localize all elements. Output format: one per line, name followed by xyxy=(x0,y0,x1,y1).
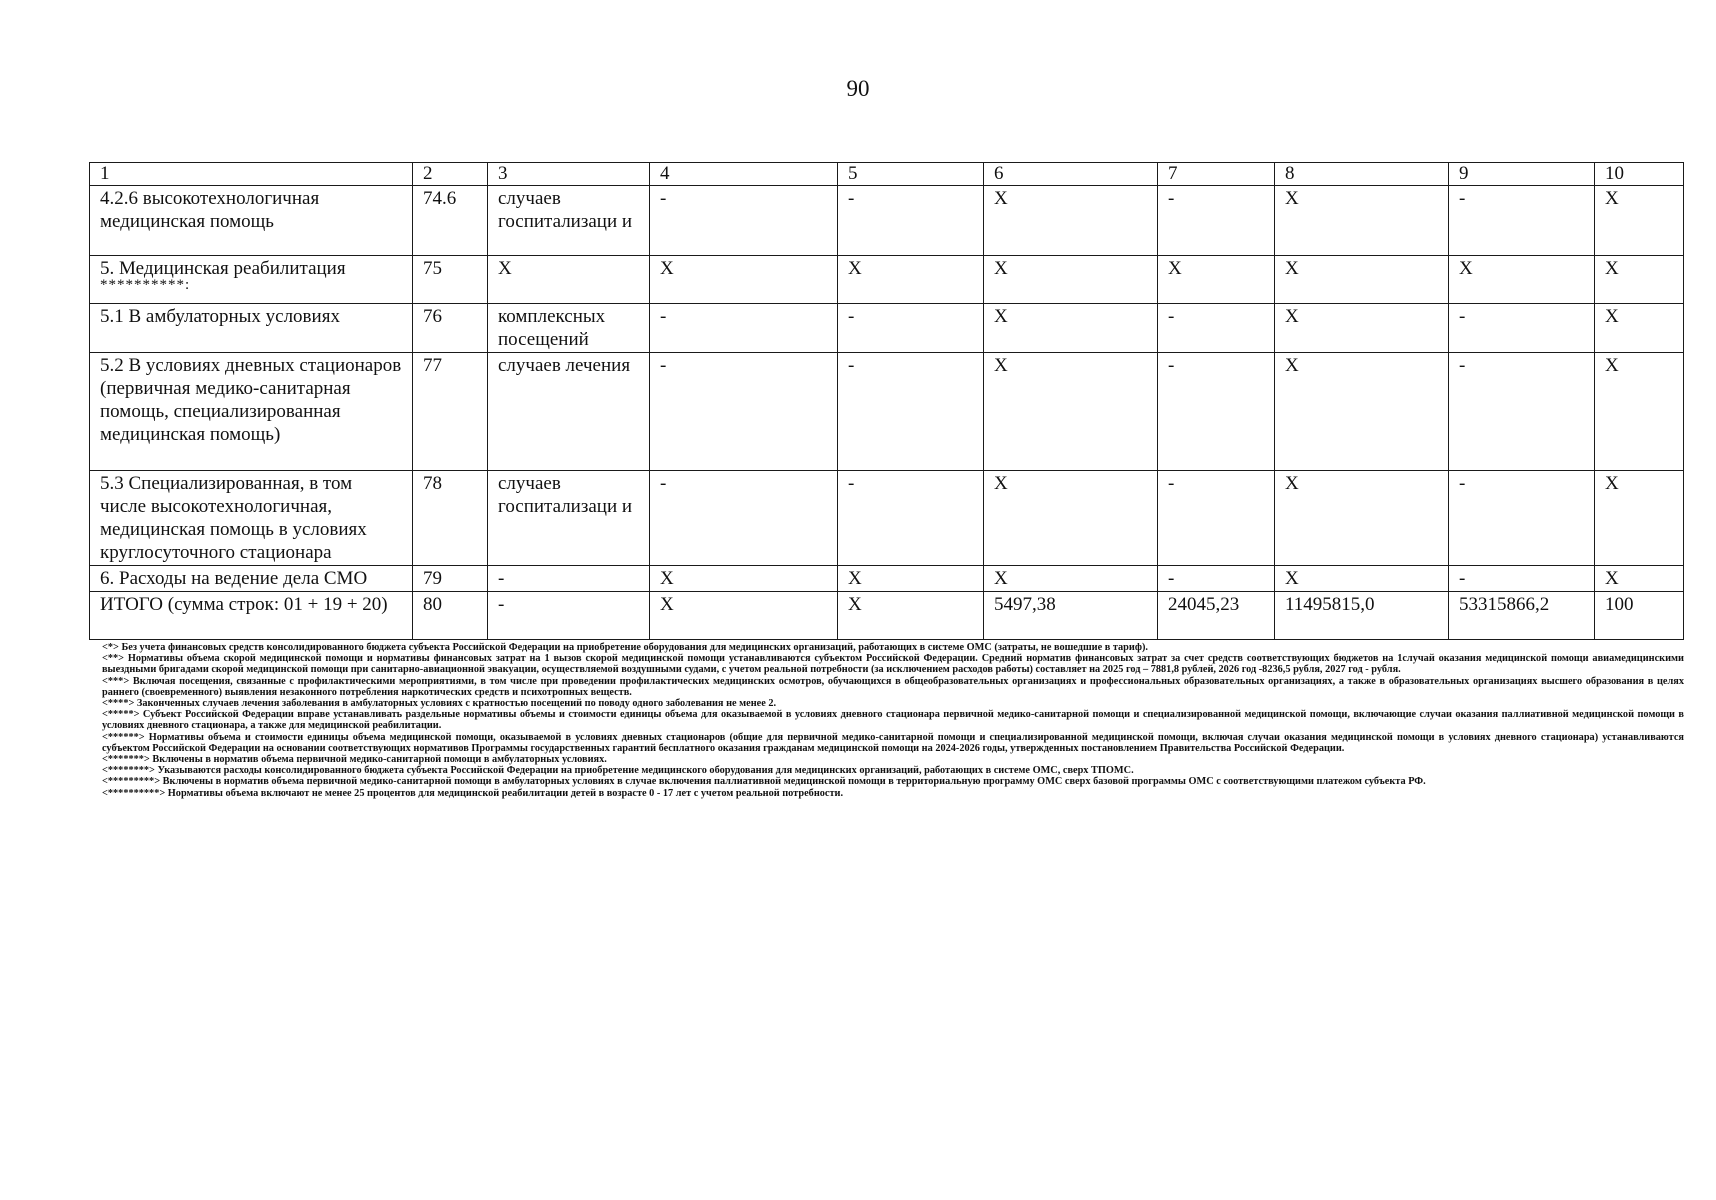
footnote: <**********> Нормативы объема включают не менее 25 процентов для медицинской реабилитации детей в возрасте 0 - 17 лет с учетом реальной потребности. xyxy=(102,787,844,799)
table-cell: X xyxy=(1595,186,1684,256)
table-cell: - xyxy=(1158,566,1275,592)
table-row xyxy=(90,566,1684,592)
table-cell: X xyxy=(1449,256,1595,304)
header-cell: 8 xyxy=(1275,163,1449,186)
table-cell: X xyxy=(1275,471,1449,566)
table-cell: X xyxy=(984,186,1158,256)
table-cell: X xyxy=(1275,566,1449,592)
table-cell: случаев госпитализаци и xyxy=(488,471,650,566)
row-name-suffix: **********: xyxy=(100,277,191,293)
table-cell: - xyxy=(650,353,838,471)
table-cell: X xyxy=(838,256,984,304)
table-row xyxy=(90,256,1684,304)
table-cell: X xyxy=(650,592,838,640)
table-cell: X xyxy=(1595,304,1684,353)
table-cell: X xyxy=(1275,304,1449,353)
table-cell: случаев госпитализаци и xyxy=(488,186,650,256)
table-cell: X xyxy=(650,566,838,592)
table-cell: - xyxy=(838,304,984,353)
table-cell: X xyxy=(984,471,1158,566)
page-number: 90 xyxy=(846,76,870,101)
row-name: 5.3 Специализированная, в том числе высокотехнологичная, медицинская помощь в условиях круглосуточного стационара xyxy=(90,471,413,566)
table-cell: 77 xyxy=(413,353,488,471)
row-name: 4.2.6 высокотехнологичная медицинская помощь xyxy=(90,186,413,256)
header-cell: 3 xyxy=(488,163,650,186)
table-cell: X xyxy=(984,353,1158,471)
header-cell: 4 xyxy=(650,163,838,186)
table-row xyxy=(90,471,1684,566)
table-row xyxy=(90,353,1684,471)
normative-table xyxy=(89,162,1684,640)
footnote: <*********> Включены в норматив объема первичной медико-санитарной помощи в амбулаторных условиях в случае включения паллиативной медицинской помощи в территориальную программу ОМС сверх базовой программы ОМС с соответствующими платежом субъекта РФ. xyxy=(102,776,1426,788)
table-cell: X xyxy=(984,304,1158,353)
footnote: <***> Включая посещения, связанные с профилактическими мероприятиями, в том числе при проведении профилактических медицинских осмотров, обучающихся в общеобразовательных организациях и профессиональных образовательных организациях, а также в образовательных организациях высшего образования в целях раннего (своевременного) выявления незаконного потребления наркотических средств и психотропных веществ. xyxy=(102,675,1684,698)
table-cell: - xyxy=(838,471,984,566)
table-cell: X xyxy=(984,256,1158,304)
table-cell: X xyxy=(984,566,1158,592)
table-cell: - xyxy=(1449,471,1595,566)
table-cell: 78 xyxy=(413,471,488,566)
table-cell: - xyxy=(1158,353,1275,471)
footnote: <**> Нормативы объема скорой медицинской помощи и нормативы финансовых затрат на 1 вызов скорой медицинской помощи устанавливаются субъектом Российской Федерации. Средний норматив финансовых затрат за счет средств соответствующих бюджетов на 1случай оказания медицинской помощи авиамедицинскими выездными бригадами скорой медицинской помощи при санитарно-авиационной эвакуации, осуществляемой воздушными судами, с учетом реальной потребности (за исключением расходов работы) составляет на 2025 год – 7881,8 рублей, 2026 год -8236,5 рубля, 2027 год - рубля. xyxy=(102,653,1684,676)
table-cell: 100 xyxy=(1595,592,1684,640)
footnote: <********> Указываются расходы консолидированного бюджета субъекта Российской Федерации на приобретение медицинского оборудования для медицинских организаций, работающих в системе ОМС, сверх ТПОМС. xyxy=(102,765,1134,777)
footnote: <*> Без учета финансовых средств консолидированного бюджета субъекта Российской Федерации на приобретение оборудования для медицинских организаций, работающих в системе ОМС (затраты, не вошедшие в тариф). xyxy=(102,642,1148,653)
table-cell: X xyxy=(1595,256,1684,304)
row-name: 6. Расходы на ведение дела СМО xyxy=(90,566,413,592)
table-cell: X xyxy=(650,256,838,304)
table-cell: - xyxy=(1449,566,1595,592)
table-cell: X xyxy=(1275,353,1449,471)
table-cell: X xyxy=(1275,256,1449,304)
table-cell: - xyxy=(1449,353,1595,471)
row-name: 5.2 В условиях дневных стационаров (первичная медико-санитарная помощь, специализированная медицинская помощь) xyxy=(90,353,413,471)
table-row-total xyxy=(90,592,1684,640)
header-cell: 6 xyxy=(984,163,1158,186)
row-name: 5. Медицинская реабилитация xyxy=(100,258,346,279)
table-cell: случаев лечения xyxy=(488,353,650,471)
table-cell: 11495815,0 xyxy=(1275,592,1449,640)
table-cell: - xyxy=(838,186,984,256)
header-cell: 5 xyxy=(838,163,984,186)
table-cell: - xyxy=(650,304,838,353)
table-cell: - xyxy=(650,186,838,256)
header-cell: 10 xyxy=(1595,163,1684,186)
table-cell: 76 xyxy=(413,304,488,353)
header-cell: 2 xyxy=(413,163,488,186)
table-cell: - xyxy=(650,471,838,566)
table-cell: - xyxy=(1449,304,1595,353)
table-cell: 79 xyxy=(413,566,488,592)
header-cell: 1 xyxy=(90,163,413,186)
table-cell: X xyxy=(838,592,984,640)
footnote: <******> Нормативы объема и стоимости единицы объема медицинской помощи, оказываемой в условиях дневных стационаров (общие для первичной медико-санитарной помощи и специализированной медицинской помощи, включая случаи оказания медицинской помощи в условиях дневного стационара) устанавливаются субъектом Российской Федерации на основании соответствующих нормативов Программы государственных гарантий бесплатного оказания гражданам медицинской помощи на 2024-2026 годы, утвержденных постановлением Правительства Российской Федерации. xyxy=(102,731,1684,754)
table-cell: - xyxy=(1158,304,1275,353)
table-row xyxy=(90,186,1684,256)
row-name-cell xyxy=(90,256,413,304)
table-cell: 74.6 xyxy=(413,186,488,256)
table-cell: 24045,23 xyxy=(1158,592,1275,640)
table-cell: - xyxy=(488,566,650,592)
table-cell: - xyxy=(1449,186,1595,256)
table-cell: комплексных посещений xyxy=(488,304,650,353)
header-cell: 9 xyxy=(1449,163,1595,186)
table-cell: 5497,38 xyxy=(984,592,1158,640)
table-cell: X xyxy=(838,566,984,592)
table-cell: X xyxy=(1275,186,1449,256)
table-cell: X xyxy=(488,256,650,304)
header-cell: 7 xyxy=(1158,163,1275,186)
table-cell: - xyxy=(838,353,984,471)
footnotes xyxy=(102,642,1684,799)
footnote: <*******> Включены в норматив объема первичной медико-санитарной помощи в амбулаторных условиях. xyxy=(102,754,607,766)
footnote: <*****> Субъект Российской Федерации вправе устанавливать раздельные нормативы объемы и стоимости единицы объема для оказываемой в условиях дневного стационара первичной медико-санитарной помощи и специализированной медицинской помощи, включающие случаи оказания паллиативной медицинской помощи в условиях дневного стационара, а также для медицинской реабилитации. xyxy=(102,709,1684,732)
table-cell: - xyxy=(488,592,650,640)
table-cell: 80 xyxy=(413,592,488,640)
table-cell: - xyxy=(1158,471,1275,566)
table-row xyxy=(90,304,1684,353)
footnote: <****> Законченных случаев лечения заболевания в амбулаторных условиях с кратностью посещений по поводу одного заболевания не менее 2. xyxy=(102,698,777,710)
row-name: 5.1 В амбулаторных условиях xyxy=(90,304,413,353)
table-cell: - xyxy=(1158,186,1275,256)
table-cell: 53315866,2 xyxy=(1449,592,1595,640)
table-cell: X xyxy=(1158,256,1275,304)
table-cell: X xyxy=(1595,566,1684,592)
row-name: ИТОГО (сумма строк: 01 + 19 + 20) xyxy=(90,592,413,640)
table-cell: 75 xyxy=(413,256,488,304)
table-header-row xyxy=(90,163,1684,186)
table-cell: X xyxy=(1595,471,1684,566)
table-cell: X xyxy=(1595,353,1684,471)
